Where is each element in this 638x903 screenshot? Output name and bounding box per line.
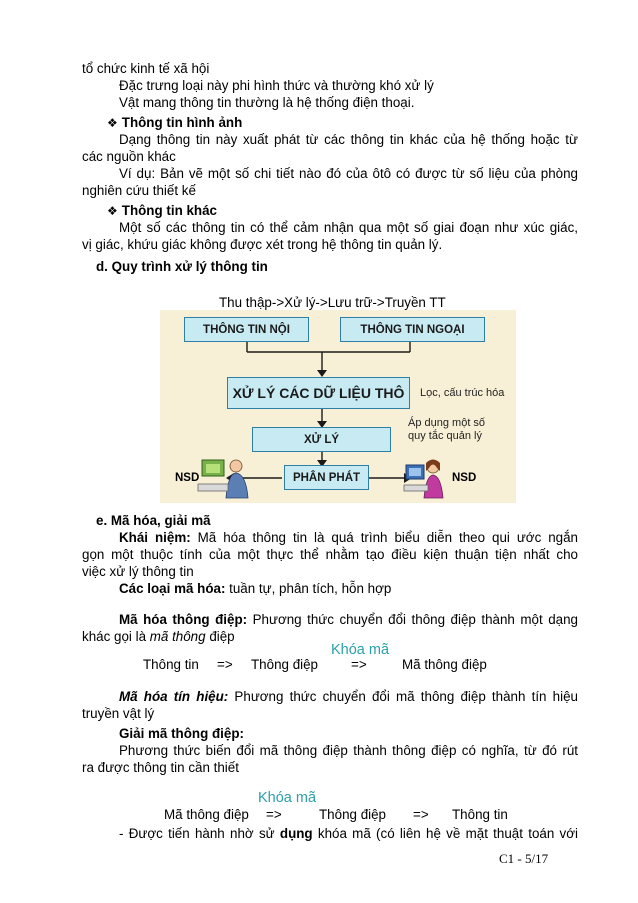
text-line: nghiên cứu thiết kế bbox=[82, 183, 196, 198]
arrow-text: => bbox=[413, 807, 429, 822]
decode-row-result: Thông tin bbox=[452, 807, 508, 822]
text-line: gọn một thuộc tính của một thực thể nhằm tạo điều kiện thuận tiện nhất cho bbox=[82, 547, 578, 562]
section-heading: d. Quy trình xử lý thông tin bbox=[96, 259, 268, 274]
info-processing-diagram bbox=[160, 310, 516, 503]
text-line: Mã hóa tín hiệu: Phương thức chuyển đổi mã thông điệp thành tín hiệu bbox=[119, 689, 578, 704]
text-line: việc xử lý thông tin bbox=[82, 564, 194, 579]
internal-info-box: THÔNG TIN NỘI bbox=[184, 317, 309, 342]
text-line: Đặc trưng loại này phi hình thức và thường khó xử lý bbox=[119, 78, 434, 93]
text-line: Mã hóa thông điệp: Phương thức chuyển đổi thông điệp thành một dạng bbox=[119, 612, 578, 627]
processing-box: XỬ LÝ bbox=[252, 427, 391, 452]
encode-row-source: Thông tin bbox=[143, 657, 199, 672]
text-line: Khái niệm: Mã hóa thông tin là quá trình biểu diễn theo qui ước ngắn bbox=[119, 530, 579, 545]
key-label: Khóa mã bbox=[331, 642, 390, 658]
user-label-left: NSD bbox=[175, 472, 200, 484]
section-heading: ❖ Thông tin khác bbox=[107, 203, 217, 218]
decode-row-source: Mã thông điệp bbox=[164, 807, 249, 822]
diamond-bullet-icon: ❖ bbox=[107, 204, 118, 218]
text-line: Các loại mã hóa: tuần tự, phân tích, hỗn hợp bbox=[119, 581, 392, 596]
filter-note: Lọc, cấu trúc hóa bbox=[420, 387, 505, 399]
section-heading: e. Mã hóa, giải mã bbox=[96, 513, 211, 528]
distribution-box: PHÂN PHÁT bbox=[284, 465, 369, 490]
subsection-heading: Giải mã thông điệp: bbox=[119, 726, 244, 741]
diamond-bullet-icon: ❖ bbox=[107, 116, 118, 130]
text-line: các nguồn khác bbox=[82, 149, 176, 164]
user-label-right: NSD bbox=[452, 472, 477, 484]
encode-row-message: Thông điệp bbox=[251, 657, 319, 672]
section-heading: ❖ Thông tin hình ảnh bbox=[107, 115, 243, 130]
user-woman-computer-icon bbox=[404, 460, 443, 499]
text-line: vị giác, khứu giác không được xét trong hệ thông tin quản lý. bbox=[82, 237, 443, 252]
text-line: Dạng thông tin này xuất phát từ các thông tin khác của hệ thống hoặc từ bbox=[119, 132, 578, 147]
text-line: ra được thông tin cần thiết bbox=[82, 760, 239, 775]
text-line: Phương thức biến đổi mã thông điệp thành thông điệp có nghĩa, từ đó rút bbox=[119, 743, 578, 758]
user-at-computer-icon bbox=[198, 460, 248, 498]
arrow-text: => bbox=[351, 657, 367, 672]
raw-data-processing-box: XỬ LÝ CÁC DỮ LIỆU THÔ bbox=[227, 377, 410, 409]
text-line: Vật mang thông tin thường là hệ thống điện thoại. bbox=[119, 95, 415, 110]
arrow-text: => bbox=[217, 657, 233, 672]
encode-row-result: Mã thông điệp bbox=[402, 657, 487, 672]
text-line: Một số các thông tin có thể cảm nhận qua một số giai đoạn như xúc giác, bbox=[119, 220, 578, 235]
external-info-box: THÔNG TIN NGOẠI bbox=[340, 317, 485, 342]
text-line: Ví dụ: Bản vẽ một số chi tiết nào đó của ôtô có được từ số liệu của phòng bbox=[119, 166, 578, 181]
text-line: - Được tiến hành nhờ sử dụng khóa mã (có liên hệ về mặt thuật toán với bbox=[119, 826, 579, 841]
text-line: khác gọi là mã thông điệp bbox=[82, 629, 235, 644]
page-number: C1 - 5/17 bbox=[499, 851, 549, 866]
text-line: truyền vật lý bbox=[82, 706, 155, 721]
text-line: tổ chức kinh tế xã hội bbox=[82, 61, 210, 76]
key-label: Khóa mã bbox=[258, 790, 317, 806]
decode-row-message: Thông điệp bbox=[319, 807, 387, 822]
process-flow-caption: Thu thập->Xử lý->Lưu trữ->Truyền TT bbox=[219, 295, 446, 310]
arrow-text: => bbox=[266, 807, 282, 822]
rules-note: Áp dụng một số quy tắc quản lý bbox=[408, 417, 486, 442]
